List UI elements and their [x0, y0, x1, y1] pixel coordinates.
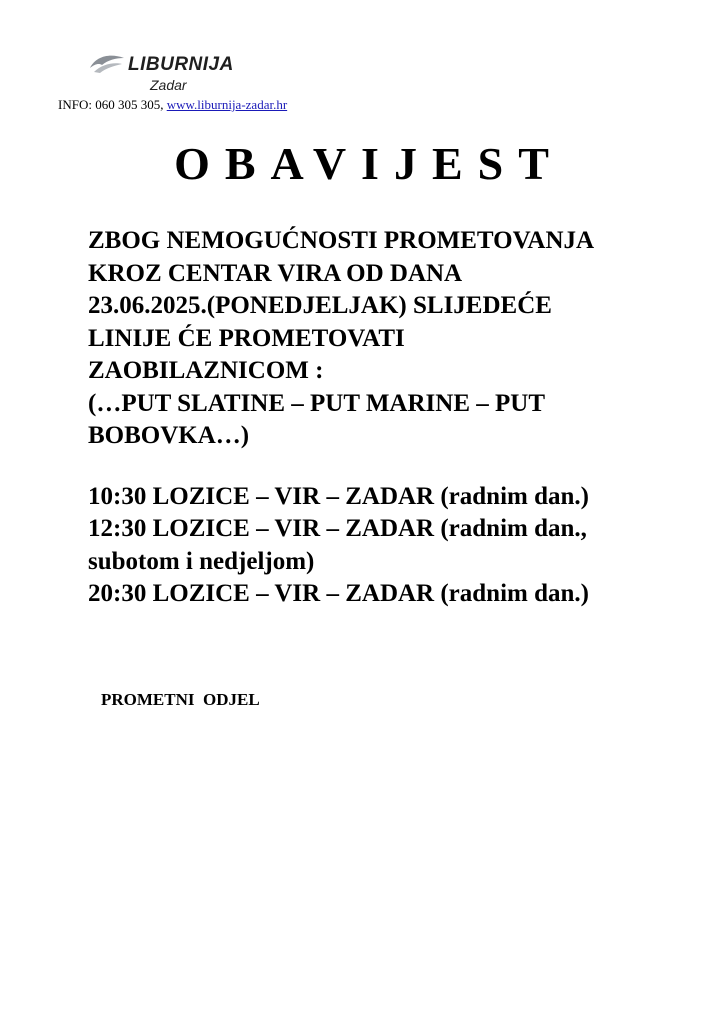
schedule-line: 12:30 LOZICE – VIR – ZADAR (radnim dan.,: [88, 515, 587, 542]
schedule-line: 20:30 LOZICE – VIR – ZADAR (radnim dan.): [88, 580, 589, 607]
notice-line: KROZ CENTAR VIRA OD DANA: [88, 259, 463, 287]
website-link[interactable]: www.liburnija-zadar.hr: [166, 97, 288, 112]
company-logo: [88, 50, 238, 100]
notice-line: ZBOG NEMOGUĆNOSTI PROMETOVANJA: [88, 227, 595, 254]
signature: PROMETNI ODJEL: [101, 690, 260, 709]
paragraph-gap: [88, 453, 688, 481]
schedule-line: 10:30 LOZICE – VIR – ZADAR (radnim dan.): [88, 482, 589, 510]
logo-subtitle: Zadar: [150, 77, 187, 93]
logo-name: LIBURNIJA: [128, 54, 234, 75]
notice-line: ZAOBILAZNICOM :: [88, 357, 324, 384]
page-title: OBAVIJEST: [174, 138, 564, 189]
contact-info: [58, 97, 287, 113]
schedule-line: subotom i nedjeljom): [88, 547, 315, 575]
notice-body: [88, 225, 688, 611]
notice-line: (…PUT SLATINE – PUT MARINE – PUT: [88, 389, 545, 417]
notice-line: LINIJE ĆE PROMETOVATI: [88, 324, 405, 352]
notice-line: 23.06.2025.(PONEDJELJAK) SLIJEDEĆE: [88, 292, 552, 319]
notice-line: BOBOVKA…): [88, 422, 250, 449]
info-phone: INFO: 060 305 305,: [58, 97, 164, 112]
dolphin-icon: [88, 52, 126, 74]
